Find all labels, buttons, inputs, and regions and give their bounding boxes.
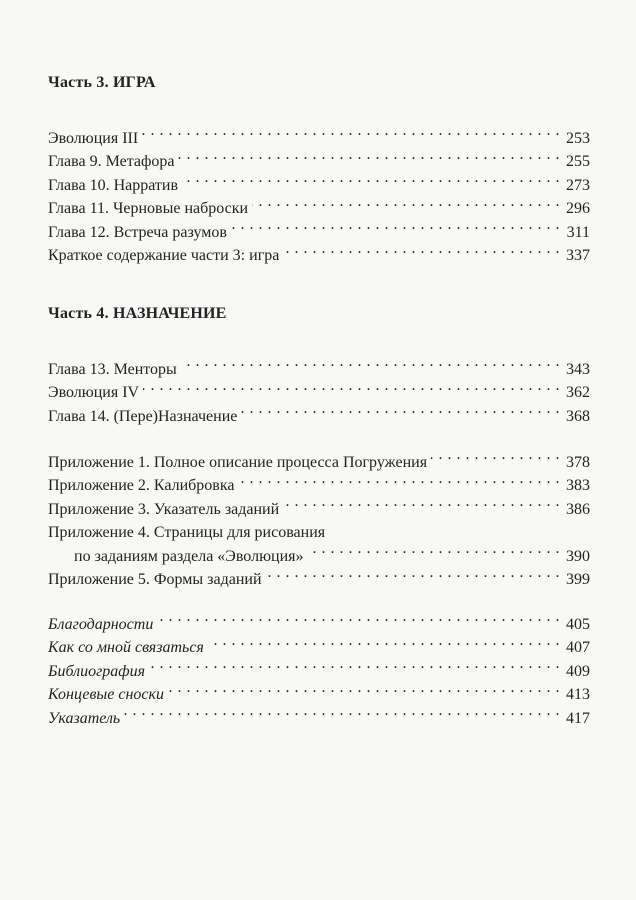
toc-entry-title: Глава 12. Встреча разумов — [48, 223, 227, 241]
toc-entry-page: 253 — [566, 129, 590, 147]
toc-entry-title: Глава 9. Метафора — [48, 153, 175, 170]
dot-leader — [168, 676, 560, 700]
toc-entry-title: Библиография — [48, 662, 146, 680]
toc-entry-page: 390 — [566, 547, 590, 565]
toc-entry-page: 255 — [566, 153, 590, 170]
toc-entry-page: 311 — [566, 223, 590, 241]
dot-leader — [308, 537, 560, 561]
toc-entry[interactable] — [48, 119, 590, 147]
dot-leader — [283, 490, 560, 514]
toc-entry-title: Глава 13. Менторы — [48, 360, 177, 378]
toc-entry-title: Глава 14. (Пере)Назначение — [48, 407, 238, 425]
backmatter-list — [48, 605, 590, 727]
toc-entry-page: 343 — [566, 360, 590, 378]
toc-entry[interactable] — [48, 443, 590, 471]
dot-leader — [182, 166, 560, 190]
toc-entry-title: Глава 10. Нарратив — [48, 176, 179, 194]
toc-entry-page: 399 — [566, 571, 590, 588]
toc-entry[interactable] — [48, 605, 590, 633]
dot-leader — [157, 605, 560, 629]
dot-leader — [143, 374, 560, 398]
toc-entry-title: Глава 11. Черновые наброски — [48, 200, 249, 217]
toc-entry[interactable] — [48, 350, 590, 378]
dot-leader — [124, 699, 560, 723]
dot-leader — [283, 237, 560, 261]
toc-entry-title: Приложение 3. Указатель заданий — [48, 500, 280, 518]
part-3-heading: Часть 3. ИГРА — [48, 74, 156, 91]
toc-entry-page: 407 — [566, 639, 590, 656]
toc-entry-page: 405 — [566, 615, 590, 633]
toc-entry-title: по заданиям раздела «Эволюция» — [74, 547, 304, 565]
toc-entry-page: 296 — [566, 200, 590, 217]
toc-entry-page: 368 — [566, 407, 590, 425]
toc-entry-title: Концевые сноски — [48, 686, 164, 703]
toc-entry-page: 362 — [566, 384, 590, 401]
toc-entry-page: 409 — [566, 662, 590, 680]
toc-entry-page: 386 — [566, 500, 590, 518]
toc-entry-title: Эволюция III — [48, 129, 139, 147]
toc-entry-title: Указатель — [48, 709, 121, 727]
toc-entry-title: Приложение 4. Страницы для рисования — [48, 524, 326, 541]
toc-entry-title: Приложение 1. Полное описание процесса Погружения — [48, 453, 428, 471]
dot-leader — [208, 629, 560, 653]
toc-entry-title: Приложение 2. Калибровка — [48, 477, 235, 494]
dot-leader — [181, 350, 560, 374]
toc-page — [48, 0, 590, 900]
toc-entry-title: Благодарности — [48, 615, 154, 633]
dot-leader — [431, 443, 560, 467]
toc-entry-title: Приложение 5. Формы заданий — [48, 571, 262, 588]
toc-entry-page: 417 — [566, 709, 590, 727]
toc-entry-title: Как со мной связаться — [48, 639, 204, 656]
toc-entry-page: 337 — [566, 247, 590, 264]
part-4-list — [48, 350, 590, 425]
dot-leader — [238, 467, 560, 491]
part-4-heading: Часть 4. НАЗНАЧЕНИЕ — [48, 305, 227, 322]
toc-entry[interactable] — [48, 699, 590, 727]
toc-entry-page: 413 — [566, 686, 590, 703]
dot-leader — [149, 652, 560, 676]
appendices-list — [48, 443, 590, 588]
dot-leader — [266, 561, 561, 585]
toc-entry-page: 383 — [566, 477, 590, 494]
toc-entry-title: Эволюция IV — [48, 384, 140, 401]
toc-entry-page: 378 — [566, 453, 590, 471]
dot-leader — [241, 397, 560, 421]
toc-entry-title: Краткое содержание части 3: игра — [48, 247, 280, 264]
dot-leader — [329, 514, 560, 538]
dot-leader — [142, 119, 560, 143]
dot-leader — [231, 213, 560, 237]
part-3-list — [48, 119, 590, 264]
dot-leader — [178, 143, 560, 167]
dot-leader — [252, 190, 560, 214]
toc-entry-page: 273 — [566, 176, 590, 194]
